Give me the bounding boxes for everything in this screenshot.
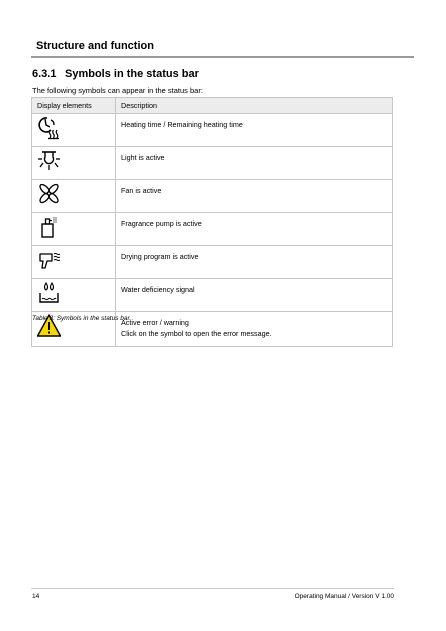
table-row	[32, 147, 393, 180]
page-header-title: Structure and function	[36, 40, 154, 52]
intro-text: The following symbols can appear in the status bar:	[32, 86, 203, 95]
symbols-table	[31, 97, 393, 347]
light-icon	[36, 148, 62, 173]
description-line: Fan is active	[121, 186, 162, 195]
fragrance-pump-icon	[36, 214, 62, 239]
table-row	[32, 114, 393, 147]
column-header-description: Description	[116, 98, 393, 114]
icon-cell	[32, 213, 116, 246]
description-line: Light is active	[121, 153, 165, 162]
water-deficiency-icon	[36, 280, 62, 305]
drying-program-icon	[36, 247, 62, 272]
description-cell	[116, 180, 393, 213]
description-cell	[116, 213, 393, 246]
section-title: Symbols in the status bar	[65, 68, 199, 80]
description-cell	[116, 147, 393, 180]
description-line: Fragrance pump is active	[121, 219, 202, 228]
icon-cell	[32, 279, 116, 312]
table-header-row	[32, 98, 393, 114]
description-line: Active error / warning	[121, 318, 189, 327]
footer-rule	[31, 588, 394, 589]
table-row	[32, 279, 393, 312]
description-cell	[116, 246, 393, 279]
icon-cell	[32, 114, 116, 147]
section-heading	[32, 68, 199, 80]
document-version: Operating Manual / Version V 1.00	[294, 593, 394, 600]
description-cell	[116, 279, 393, 312]
icon-cell	[32, 147, 116, 180]
table-row	[32, 180, 393, 213]
section-number: 6.3.1	[32, 68, 57, 80]
description-cell	[116, 114, 393, 147]
table-row	[32, 213, 393, 246]
header-rule	[31, 56, 414, 58]
icon-cell	[32, 246, 116, 279]
description-line: Water deficiency signal	[121, 285, 195, 294]
table-row	[32, 246, 393, 279]
description-line: Heating time / Remaining heating time	[121, 120, 243, 129]
heating-time-icon	[36, 115, 62, 140]
page-number: 14	[32, 593, 40, 600]
fan-icon	[36, 181, 62, 206]
column-header-display-elements: Display elements	[32, 98, 116, 114]
description-line: Click on the symbol to open the error message.	[121, 329, 272, 338]
table-caption: Table 3: Symbols in the status bar.	[32, 315, 132, 322]
icon-cell	[32, 180, 116, 213]
description-line: Drying program is active	[121, 252, 199, 261]
description-cell	[116, 312, 393, 347]
